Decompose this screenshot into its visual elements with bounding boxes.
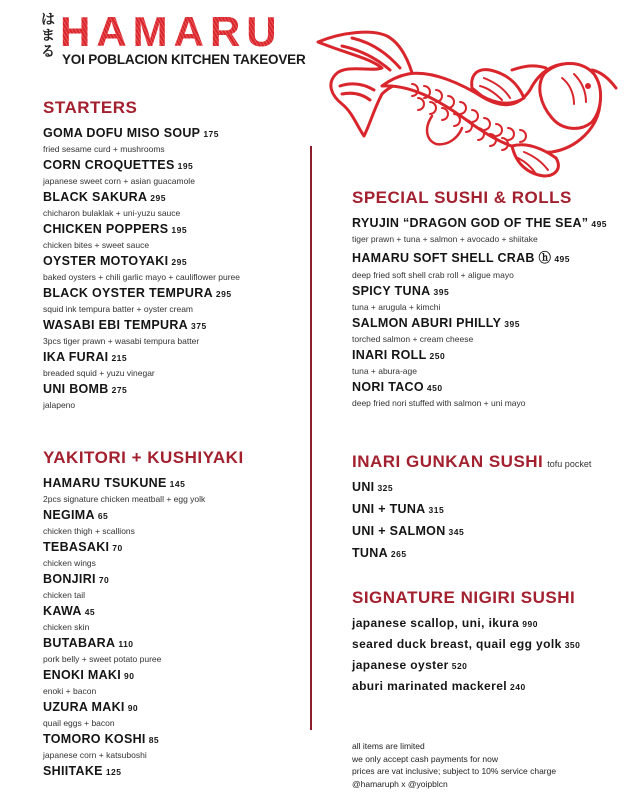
item-name: SALMON ABURI PHILLY: [352, 316, 502, 330]
item-description: chicken wings: [43, 558, 96, 568]
item-price: 145: [169, 479, 186, 489]
item-name: HAMARU SOFT SHELL CRAB ⓗ: [352, 251, 552, 265]
item-price: 315: [428, 505, 445, 515]
social-handles: @hamaruph x @yoipblcn: [352, 778, 448, 789]
item-name: KAWA: [43, 604, 82, 618]
item-name: IKA FURAI: [43, 350, 109, 364]
item-price: 45: [84, 607, 96, 617]
menu-item: [43, 222, 240, 250]
item-price: 240: [510, 682, 526, 692]
item-name: japanese scallop, uni, ikura: [352, 616, 520, 630]
item-name: GOMA DOFU MISO SOUP: [43, 126, 201, 140]
item-description: 3pcs tiger prawn + wasabi tempura batter: [43, 336, 200, 346]
kana-ma: ま: [41, 28, 55, 44]
menu-item: [352, 524, 591, 538]
menu-item: [352, 216, 607, 244]
item-description: deep fried soft shell crab roll + aligue mayo: [352, 270, 514, 280]
item-description: jalapeno: [43, 400, 76, 410]
item-price: 395: [433, 287, 450, 297]
item-name: INARI ROLL: [352, 348, 427, 362]
menu-item: [43, 636, 244, 664]
item-name: OYSTER MOTOYAKI: [43, 254, 169, 268]
item-price: 250: [429, 351, 446, 361]
item-description: squid ink tempura batter + oyster cream: [43, 304, 193, 314]
item-description: chicken tail: [43, 590, 86, 600]
item-name: SPICY TUNA: [352, 284, 431, 298]
item-price: 275: [111, 385, 128, 395]
menu-item: [43, 732, 244, 760]
menu-item: [352, 480, 591, 494]
item-price: 65: [97, 511, 109, 521]
signature-nigiri-section: [352, 588, 580, 700]
item-price: 375: [191, 321, 207, 331]
item-name: UNI + TUNA: [352, 502, 426, 516]
item-name: BLACK OYSTER TEMPURA: [43, 286, 213, 300]
tagline: YOI POBLACION KITCHEN TAKEOVER: [62, 52, 306, 67]
menu-item: [352, 616, 580, 630]
item-description: quail eggs + bacon: [43, 718, 115, 728]
section-title-special-sushi: SPECIAL SUSHI & ROLLS: [352, 188, 572, 207]
kana-ha: は: [41, 12, 55, 28]
menu-item: [43, 318, 240, 346]
item-name: UNI + SALMON: [352, 524, 446, 538]
item-price: 195: [171, 225, 188, 235]
item-name: japanese oyster: [352, 658, 449, 672]
menu-item: [43, 700, 244, 728]
item-price: 215: [111, 353, 128, 363]
item-name: BLACK SAKURA: [43, 190, 148, 204]
menu-item: [43, 604, 244, 632]
item-price: 395: [504, 319, 520, 329]
note-cash-only: we only accept cash payments for now: [352, 753, 498, 764]
item-name: NORI TACO: [352, 380, 424, 394]
yakitori-section: [43, 448, 244, 778]
section-title-yakitori: YAKITORI + KUSHIYAKI: [43, 448, 244, 467]
koi-fish-icon: [312, 24, 618, 182]
item-name: TOMORO KOSHI: [43, 732, 146, 746]
starters-section: [43, 98, 240, 414]
item-description: chicharon bulaklak + uni-yuzu sauce: [43, 208, 181, 218]
item-description: chicken bites + sweet sauce: [43, 240, 150, 250]
item-description: japanese corn + katsuboshi: [43, 750, 147, 760]
item-name: TEBASAKI: [43, 540, 110, 554]
menu-item: [43, 764, 244, 778]
item-name: SHIITAKE: [43, 764, 103, 778]
item-price: 175: [203, 129, 220, 139]
item-price: 350: [564, 640, 581, 650]
item-price: 495: [554, 254, 571, 264]
item-name: ENOKI MAKI: [43, 668, 121, 682]
menu-item: [352, 284, 607, 312]
item-description: fried sesame curd + mushrooms: [43, 144, 165, 154]
menu-item: [352, 380, 607, 408]
item-price: 70: [112, 543, 123, 553]
item-name: BUTABARA: [43, 636, 116, 650]
item-name: aburi marinated mackerel: [352, 679, 508, 693]
menu-item: [43, 540, 244, 568]
menu-item: [352, 316, 607, 344]
item-description: japanese sweet corn + asian guacamole: [43, 176, 195, 186]
item-description: enoki + bacon: [43, 686, 97, 696]
menu-item: [43, 254, 240, 282]
item-description: chicken skin: [43, 622, 90, 632]
menu-item: [352, 679, 580, 693]
note-limited: all items are limited: [352, 741, 425, 751]
item-name: UNI BOMB: [43, 382, 109, 396]
item-price: 345: [448, 527, 465, 537]
item-price: 520: [451, 661, 468, 671]
item-name: CORN CROQUETTES: [43, 158, 175, 172]
item-price: 450: [426, 383, 443, 393]
menu-item: [43, 572, 244, 600]
item-price: 195: [177, 161, 194, 171]
item-name: CHICKEN POPPERS: [43, 222, 169, 236]
section-subtitle: tofu pocket: [547, 459, 592, 469]
item-name: RYUJIN “DRAGON GOD OF THE SEA”: [352, 216, 589, 230]
section-title-inari-gunkan: [352, 452, 591, 472]
item-name: UNI: [352, 480, 375, 494]
item-price: 295: [171, 257, 188, 267]
menu-item: [43, 190, 240, 218]
menu-item: [43, 508, 244, 536]
menu-item: [352, 248, 607, 280]
menu-item: [43, 286, 240, 314]
item-name: UZURA MAKI: [43, 700, 125, 714]
hiragana-logo: [40, 12, 56, 60]
item-price: 90: [127, 703, 139, 713]
item-price: 990: [522, 619, 538, 629]
menu-item: [43, 158, 240, 186]
item-name: WASABI EBI TEMPURA: [43, 318, 188, 332]
item-description: 2pcs signature chicken meatball + egg yolk: [43, 494, 206, 504]
item-description: baked oysters + chili garlic mayo + cauliflower puree: [43, 272, 241, 282]
section-title-starters: STARTERS: [43, 98, 138, 117]
item-name: TUNA: [352, 546, 388, 560]
item-name: NEGIMA: [43, 508, 95, 522]
item-description: torched salmon + cream cheese: [352, 334, 474, 344]
item-description: chicken thigh + scallions: [43, 526, 135, 536]
menu-item: [43, 476, 244, 504]
column-divider: [310, 146, 312, 730]
item-price: 295: [150, 193, 166, 203]
menu-item: [352, 546, 591, 560]
item-name: seared duck breast, quail egg yolk: [352, 637, 562, 651]
brand-logo: HAMARU: [60, 8, 283, 55]
item-price: 295: [215, 289, 232, 299]
item-description: tiger prawn + tuna + salmon + avocado + shiitake: [352, 234, 538, 244]
item-price: 90: [124, 671, 135, 681]
section-title-text: INARI GUNKAN SUSHI: [352, 452, 544, 471]
note-vat: prices are vat inclusive; subject to 10% service charge: [352, 766, 557, 776]
item-description: pork belly + sweet potato puree: [43, 654, 162, 664]
kana-ru: る: [41, 44, 55, 60]
menu-item: [352, 502, 591, 516]
item-description: tuna + arugula + kimchi: [352, 302, 441, 312]
menu-item: [43, 126, 240, 154]
item-price: 125: [105, 767, 122, 777]
menu-item: [352, 348, 607, 376]
item-name: HAMARU TSUKUNE: [43, 476, 167, 490]
item-price: 70: [98, 575, 110, 585]
inari-gunkan-section: [352, 452, 591, 568]
item-description: breaded squid + yuzu vinegar: [43, 368, 155, 378]
item-price: 85: [148, 735, 160, 745]
item-price: 110: [118, 639, 134, 649]
menu-item: [43, 668, 244, 696]
menu-item: [43, 382, 240, 410]
section-title-signature-nigiri: SIGNATURE NIGIRI SUSHI: [352, 588, 576, 607]
item-price: 325: [377, 483, 394, 493]
item-price: 265: [390, 549, 407, 559]
special-sushi-section: [352, 188, 607, 412]
footer-notes: [352, 740, 556, 790]
menu-item: [352, 637, 580, 651]
item-price: 495: [591, 219, 608, 229]
menu-item: [43, 350, 240, 378]
item-description: tuna + abura-age: [352, 366, 417, 376]
item-description: deep fried nori stuffed with salmon + uni mayo: [352, 398, 526, 408]
menu-item: [352, 658, 580, 672]
item-name: BONJIRI: [43, 572, 96, 586]
